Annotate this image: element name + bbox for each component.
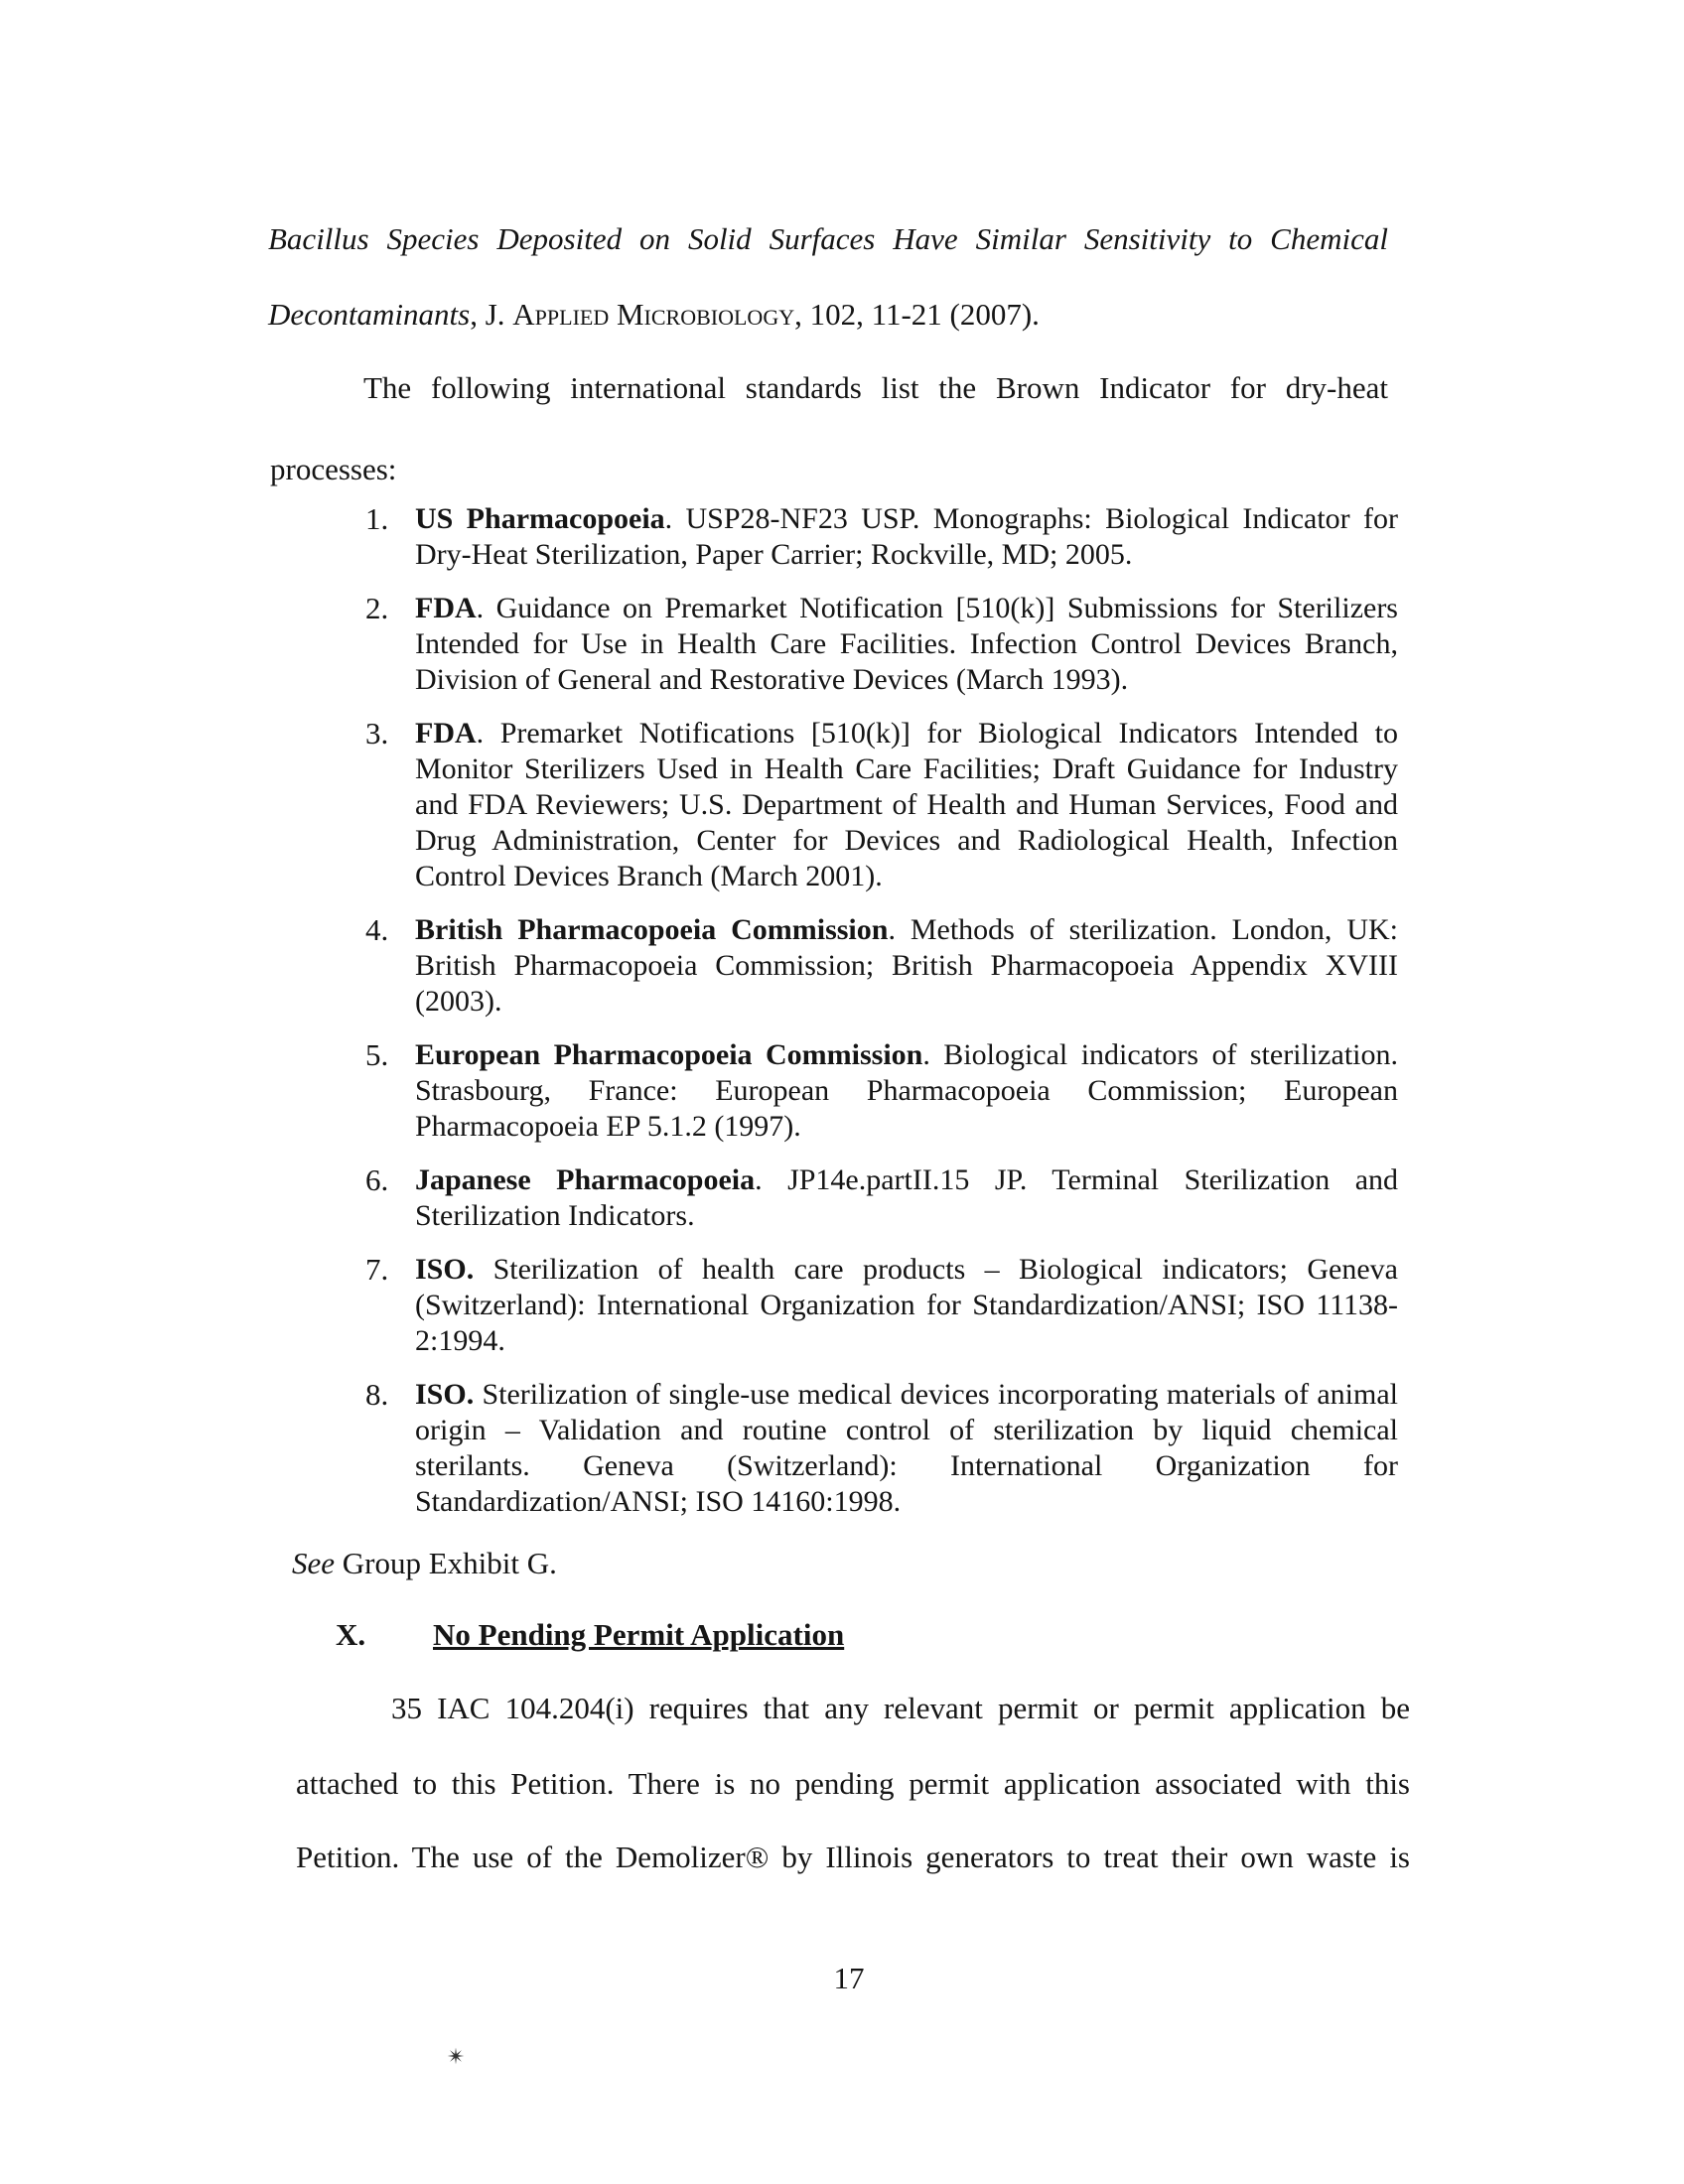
standard-name: Japanese Pharmacopoeia (415, 1163, 756, 1196)
standard-item (365, 716, 1398, 894)
standard-item (365, 591, 1398, 698)
standard-item (365, 501, 1398, 573)
paragraph-line-3: Petition. The use of the Demolizer® by Illinois generators to treat their own waste is (296, 1840, 1410, 1874)
standard-description: Sterilization of single-use medical devices incorporating materials of animal origin – Validation and routine control of sterilization by liquid chemical sterilants. Geneva (Switzerland): International Organization for Standardization/ANSI; ISO 14160:1998. (415, 1378, 1398, 1518)
citation-journal-prefix: , J. (470, 297, 513, 332)
standard-item (365, 1377, 1398, 1520)
section-title: No Pending Permit Application (433, 1617, 845, 1652)
citation-title-end: Decontaminants (268, 297, 471, 332)
standard-name: British Pharmacopoeia Commission (415, 913, 889, 946)
citation-line-2 (268, 296, 1040, 334)
see-word: See (292, 1546, 336, 1580)
standard-description: . Methods of sterilization. London, UK: British Pharmacopoeia Commission; British Pharmacopoeia Appendix XVIII (2003). (415, 913, 1398, 1018)
stray-mark: ✴ (447, 2044, 466, 2069)
citation-details: , 102, 11-21 (2007). (794, 297, 1040, 332)
standard-description: . Biological indicators of sterilization. Strasbourg, France: European Pharmacopoeia Commission; European Pharmacopoeia EP 5.1.2 (1997). (415, 1038, 1398, 1143)
standard-name: ISO. (415, 1378, 475, 1411)
standard-item (365, 912, 1398, 1020)
page-number: 17 (833, 1961, 865, 1995)
section-heading (336, 1616, 844, 1654)
standard-name: FDA (415, 717, 477, 750)
standard-text (415, 1037, 1398, 1145)
standard-item (365, 1037, 1398, 1145)
standard-description: Sterilization of health care products – Biological indicators; Geneva (Switzerland): International Organization for Standardization/ANSI; ISO 11138-2:1994. (415, 1253, 1398, 1357)
standard-name: FDA (415, 592, 477, 624)
standard-text (415, 591, 1398, 698)
standard-description: . JP14e.partII.15 JP. Terminal Sterilization and Sterilization Indicators. (415, 1163, 1399, 1232)
standard-number: 2. (365, 591, 389, 625)
citation-journal: Applied Microbiology (512, 297, 795, 332)
standard-text (415, 1252, 1398, 1359)
standard-description: . Premarket Notifications [510(k)] for Biological Indicators Intended to Monitor Sterilizers Used in Health Care Facilities; Draft Guidance for Industry and FDA Reviewers; U.S. Department of Health and Human Services, Food and Drug Administration, Center for Devices and Radiological Health, Infection Control Devices Branch (March 2001). (415, 717, 1398, 892)
standard-text (415, 716, 1398, 894)
standard-number: 4. (365, 912, 389, 947)
see-rest: Group Exhibit G. (335, 1546, 557, 1580)
standard-number: 1. (365, 501, 389, 536)
standard-number: 5. (365, 1037, 389, 1072)
standard-item (365, 1162, 1398, 1234)
section-number: X. (336, 1617, 366, 1652)
standard-name: ISO. (415, 1253, 475, 1286)
standard-description: . Guidance on Premarket Notification [510(k)] Submissions for Sterilizers Intended for Use in Health Care Facilities. Infection Control Devices Branch, Division of General and Restorative Devices (March 1993). (415, 592, 1398, 696)
standard-text (415, 1162, 1398, 1234)
standard-text (415, 1377, 1398, 1520)
paragraph-line-2: attached to this Petition. There is no pending permit application associated with this (296, 1766, 1410, 1801)
intro-line-2: processes: (270, 452, 397, 486)
intro-line-1: The following international standards list the Brown Indicator for dry-heat (363, 370, 1388, 405)
standard-text (415, 501, 1398, 573)
paragraph-line-1: 35 IAC 104.204(i) requires that any relevant permit or permit application be (391, 1691, 1410, 1725)
standard-number: 6. (365, 1162, 389, 1197)
standard-name: US Pharmacopoeia (415, 502, 665, 535)
standard-item (365, 1252, 1398, 1359)
standards-list (365, 501, 1398, 1538)
citation-line-1: Bacillus Species Deposited on Solid Surfaces Have Similar Sensitivity to Chemical (268, 221, 1388, 256)
see-reference (292, 1545, 557, 1582)
standard-description: . USP28-NF23 USP. Monographs: Biological Indicator for Dry-Heat Sterilization, Paper Carrier; Rockville, MD; 2005. (415, 502, 1398, 571)
standard-text (415, 912, 1398, 1020)
standard-number: 3. (365, 716, 389, 751)
standard-number: 7. (365, 1252, 389, 1287)
standard-name: European Pharmacopoeia Commission (415, 1038, 923, 1071)
standard-number: 8. (365, 1377, 389, 1412)
